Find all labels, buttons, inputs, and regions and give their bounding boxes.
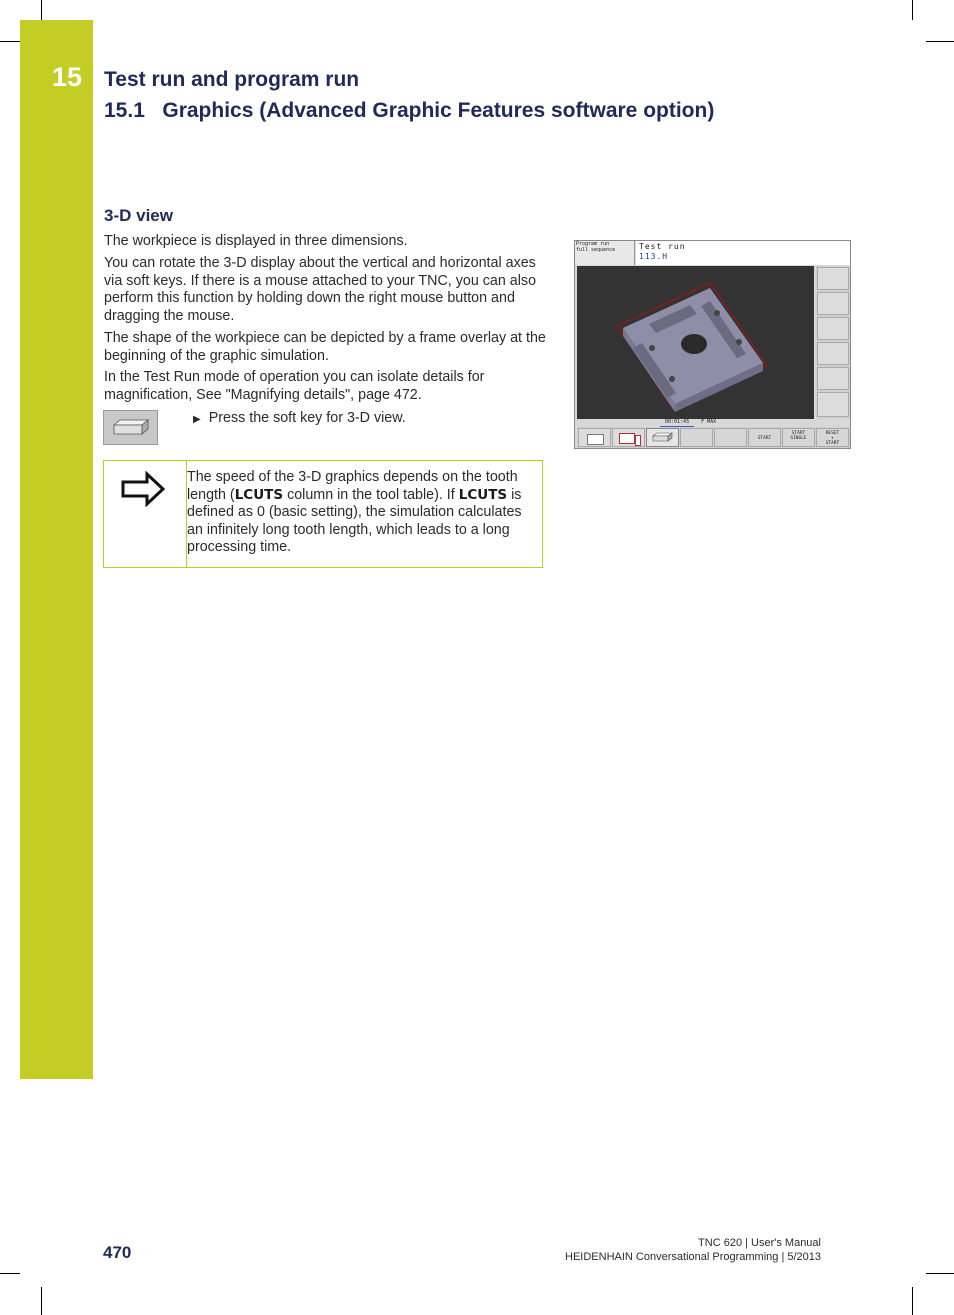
crop-mark (926, 41, 954, 42)
crop-mark (0, 41, 20, 42)
tnc-screenshot (574, 240, 851, 449)
chapter-title: Test run and program run (104, 68, 360, 91)
crop-mark (926, 1273, 954, 1274)
status-line: 00:01:45 F MAX (665, 419, 717, 425)
crop-mark (912, 1287, 913, 1315)
softkey-slot[interactable] (817, 367, 849, 390)
horizontal-softkey-bar (577, 427, 850, 448)
subsection-heading: 3-D view (104, 206, 173, 225)
softkey-slot[interactable] (817, 342, 849, 365)
softkey-slot[interactable] (817, 267, 849, 290)
crop-mark (41, 1287, 42, 1315)
start-softkey[interactable]: START (748, 428, 781, 447)
graphic-window (577, 266, 814, 419)
note-text: The speed of the 3-D graphics depends on the tooth length (LCUTS column in the tool table). If LCUTS is defined as 0 (basic setting), the simulation calculates an infinitely long tooth length, which leads to a long processing time. (187, 469, 522, 555)
paragraph: The shape of the workpiece can be depicted by a frame overlay at the beginning of the graphic simulation. (104, 330, 546, 364)
chapter-sidebar (20, 20, 93, 1079)
3d-view-softkey-icon (103, 410, 158, 445)
softkey-slot[interactable] (817, 292, 849, 315)
3d-view-softkey[interactable] (646, 428, 679, 447)
softkey-slot[interactable] (578, 428, 611, 447)
note-box (103, 460, 543, 568)
reset-start-softkey[interactable]: RESET + START (816, 428, 849, 447)
instruction-text: Press the soft key for 3-D view. (208, 410, 406, 426)
arrow-right-icon (121, 471, 167, 507)
softkey-slot[interactable] (817, 317, 849, 340)
crop-mark (41, 0, 42, 20)
page-number: 470 (103, 1243, 132, 1262)
start-single-softkey[interactable]: START SINGLE (782, 428, 815, 447)
instruction-step (193, 410, 406, 426)
softkey-slot[interactable] (680, 428, 713, 447)
section-title: 15.1 Graphics (Advanced Graphic Features software option) (104, 99, 715, 122)
chapter-number: 15 (52, 62, 83, 92)
screen-title-header: Test run 113.H (636, 241, 850, 265)
paragraph: You can rotate the 3-D display about the vertical and horizontal axes via soft keys. If there is a mouse attached to your TNC, you can also perform this function by holding down the right mouse button and dragging the mouse. (104, 255, 537, 324)
crop-mark (0, 1273, 20, 1274)
screen-mode-header: Program run full sequence (575, 241, 635, 265)
triangle-bullet-icon: ▶ (193, 414, 201, 425)
vertical-softkey-bar (816, 266, 850, 419)
softkey-slot[interactable] (714, 428, 747, 447)
softkey-slot[interactable] (612, 428, 645, 447)
softkey-slot[interactable] (817, 392, 849, 417)
paragraph: The workpiece is displayed in three dimensions. (104, 233, 408, 249)
paragraph: In the Test Run mode of operation you can isolate details for magnification, See "Magnifying details", page 472. (104, 369, 485, 403)
crop-mark (912, 0, 913, 20)
footer-info: TNC 620 | User's Manual HEIDENHAIN Conversational Programming | 5/2013 (565, 1237, 821, 1263)
